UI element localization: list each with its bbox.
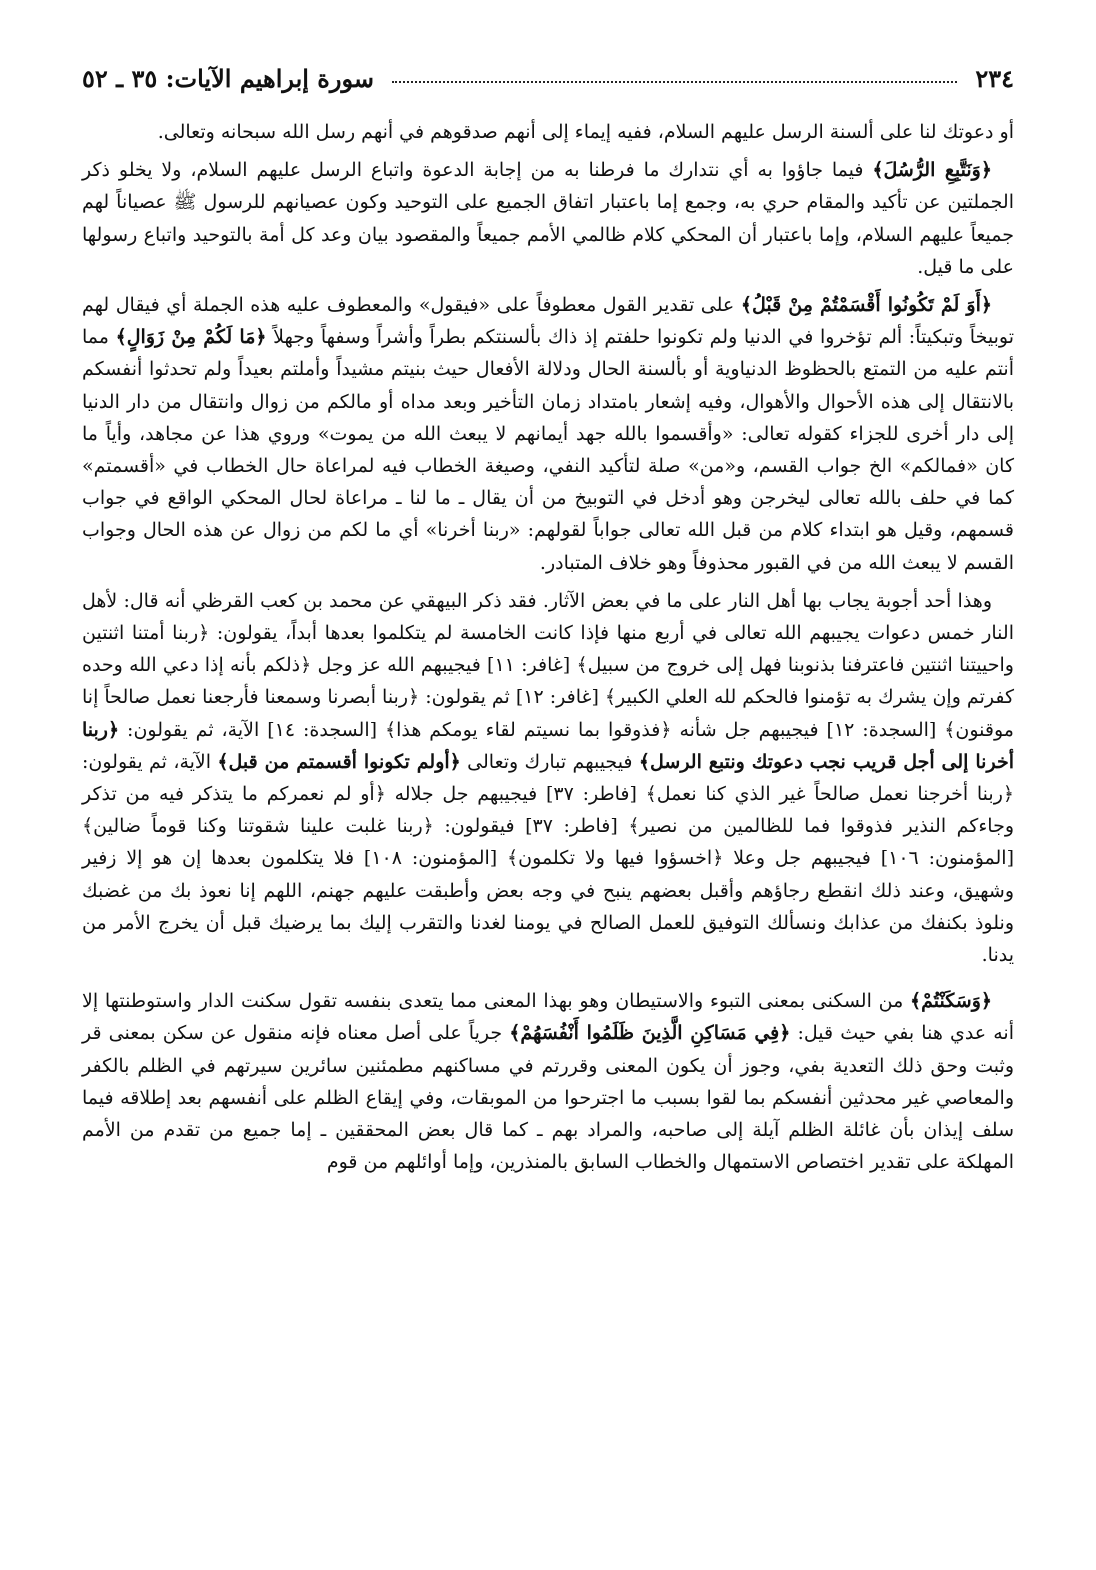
page-header xyxy=(82,58,1014,98)
paragraph-text: الآية، ثم يقولون: ﴿ربنا أخرجنا نعمل صالحاً غير الذي كنا نعمل﴾ [فاطر: ٣٧] فيجيبهم جل جلاله ﴿أو لم نعمركم ما يتذكر فيه من تذكر وجاءكم النذير فذوقوا فما للظالمين من نصير﴾ [فاطر: ٣٧] فيقولون: ﴿ربنا غلبت علينا شقوتنا وكنا قوماً ضالين﴾ [المؤمنون: ١٠٦] فيجيبهم جل وعلا ﴿اخسؤوا فيها ولا تكلمون﴾ [المؤمنون: ١٠٨] فلا يتكلمون بعدها إن هو إلا زفير وشهيق، وعند ذلك انقطع رجاؤهم وأقبل بعضهم ينبح في وجه بعض وأطبقت عليهم جهنم، اللهم إنا نعوذ بك من غضبك ونلوذ بكنفك من عذابك ونسألك التوفيق للعمل الصالح في يومنا لغدنا والتقرب إليك بما يرضيك قبل أن يخرج الأمر من يدنا. xyxy=(82,750,1015,967)
paragraph-text: على تقدير القول معطوفاً على «فيقول» والمعطوف عليه هذه الجملة أي فيقال لهم توبيخاً وتبكيتاً: ألم تؤخروا في الدنيا ولم تكونوا حلفتم إذ ذاك بألسنتكم بطراً وأشراً وسفهاً وجهلاً xyxy=(82,294,1014,349)
page-body xyxy=(82,116,1014,1179)
quran-quote: ﴿مَا لَكُمْ مِنْ زَوَالٍ﴾ xyxy=(115,326,267,349)
quran-quote: ﴿ربنا أخرنا إلى أجل قريب نجب دعوتك ونتبع الرسل﴾ xyxy=(82,718,1014,773)
surah-title: سورة إبراهيم الآيات: ٣٥ ـ ٥٢ xyxy=(82,63,374,93)
page-number: ٢٣٤ xyxy=(975,63,1014,93)
paragraph-text: أو دعوتك لنا على ألسنة الرسل عليهم السلام، ففيه إيماء إلى أنهم صدقوهم في أنهم رسل الله سبحانه وتعالى. xyxy=(157,121,1014,143)
paragraph-text: فيجيبهم تبارك وتعالى xyxy=(460,750,639,773)
paragraph-text: فيما جاؤوا به أي نتدارك ما فرطنا به من إجابة الدعوة واتباع الرسل عليهم السلام، ولا يخلو ذكر الجملتين عن تأكيد والمقام حري به، وجمع إما باعتبار اتفاق الجميع على التوحيد وكون عصيانهم للرسول ﷺ عصياناً لهم جميعاً عليهم السلام، وإما باعتبار أن المحكي كلام ظالمي الأمم جميعاً والمقصود بيان وعد كل أمة بالتوحيد واتباع رسولها على ما قيل. xyxy=(82,159,1014,278)
quran-quote: ﴿أولم تكونوا أقسمتم من قبل﴾ xyxy=(217,750,461,773)
paragraph-text: من السكنى بمعنى التبوء والاستيطان وهو بهذا المعنى مما يتعدى بنفسه تقول سكنت الدار واستوطنتها إلا أنه عدي هنا بفي حيث قيل: xyxy=(82,990,1014,1045)
quran-quote: ﴿وَنَتَّبِعِ الرُّسُلَ﴾ xyxy=(872,159,992,182)
paragraph-3 xyxy=(82,289,1014,579)
paragraph-text: مما أنتم عليه من التمتع بالحظوظ الدنياوية أو بألسنة الحال ودلالة الأفعال حيث بنيتم مشيداً وأملتم بعيداً ولم تحدثوا أنفسكم بالانتقال إلى هذه الأحوال والأهوال، وفيه إشعار بامتداد زمان التأخير وبعد مداه أو مالكم من زوال وانتقال من دار الدنيا إلى دار أخرى للجزاء كقوله تعالى: «وأقسموا بالله جهد أيمانهم لا يبعث الله من يموت» وروي هذا عن مجاهد، وأياً ما كان «فمالكم» الخ جواب القسم، و«من» صلة لتأكيد النفي، وصيغة الخطاب فيه لمراعاة حال الخطاب في «أقسمتم» كما في حلف بالله تعالى ليخرجن وهو أدخل في التوبيخ من أن يقال ـ ما لنا ـ مراعاة لحال المحكي الواقع في جواب قسمهم، وقيل هو ابتداء كلام من قبل الله تعالى جواباً لقولهم: «ربنا أخرنا» أي ما لكم من زوال عن هذه الحال وجواب القسم لا يبعث الله من في القبور محذوفاً وهو خلاف المتبادر. xyxy=(82,326,1014,574)
paragraph-text: وهذا أحد أجوبة يجاب بها أهل النار على ما في بعض الآثار. فقد ذكر البيهقي عن محمد بن كعب القرظي أنه قال: لأهل النار خمس دعوات يجيبهم الله تعالى في أربع منها فإذا كانت الخامسة لم يتكلموا بعدها أبداً، يقولون: ﴿ربنا أمتنا اثنتين واحييتنا اثنتين فاعترفنا بذنوبنا فهل إلى خروج من سبيل﴾ [غافر: ١١] فيجيبهم الله عز وجل ﴿ذلكم بأنه إذا دعي الله وحده كفرتم وإن يشرك به تؤمنوا فالحكم لله العلي الكبير﴾ [غافر: ١٢] ثم يقولون: ﴿ربنا أبصرنا وسمعنا فأرجعنا نعمل صالحاً إنا موقنون﴾ [السجدة: ١٢] فيجيبهم جل شأنه ﴿فذوقوا بما نسيتم لقاء يومكم هذا﴾ [السجدة: ١٤] الآية، ثم يقولون: xyxy=(82,589,1014,741)
quran-quote: ﴿وَسَكَنْتُمْ﴾ xyxy=(910,990,992,1013)
paragraph-1 xyxy=(82,116,1014,148)
paragraph-2 xyxy=(82,154,1014,283)
paragraph-4 xyxy=(82,585,1014,971)
paragraph-5 xyxy=(82,985,1014,1178)
header-leader-dots xyxy=(392,81,957,83)
paragraph-text: جرياً على أصل معناه فإنه منقول عن سكن بمعنى قر وثبت وحق ذلك التعدية بفي، وجوز أن يكون المعنى وقررتم في مساكنهم مطمئنين سائرين سيرتهم في الظلم بالكفر والمعاصي غير محدثين أنفسكم بما لقوا بسبب ما اجترحوا من الموبقات، وفي إيقاع الظلم على أنفسهم بعد إطلاقه فيما سلف إيذان بأن غائلة الظلم آيلة إلى صاحبه، والمراد بهم ـ كما قال بعض المحققين ـ إما جميع من تقدم من الأمم المهلكة على تقدير اختصاص الاستمهال والخطاب السابق بالمنذرين، وإما أوائلهم من قوم xyxy=(82,1022,1014,1174)
quran-quote: ﴿أَوَ لَمْ تَكُونُوا أَقْسَمْتُمْ مِنْ قَبْلُ﴾ xyxy=(740,294,992,317)
quran-quote: ﴿فِي مَسَاكِنِ الَّذِينَ ظَلَمُوا أَنْفُسَهُمْ﴾ xyxy=(509,1022,791,1045)
